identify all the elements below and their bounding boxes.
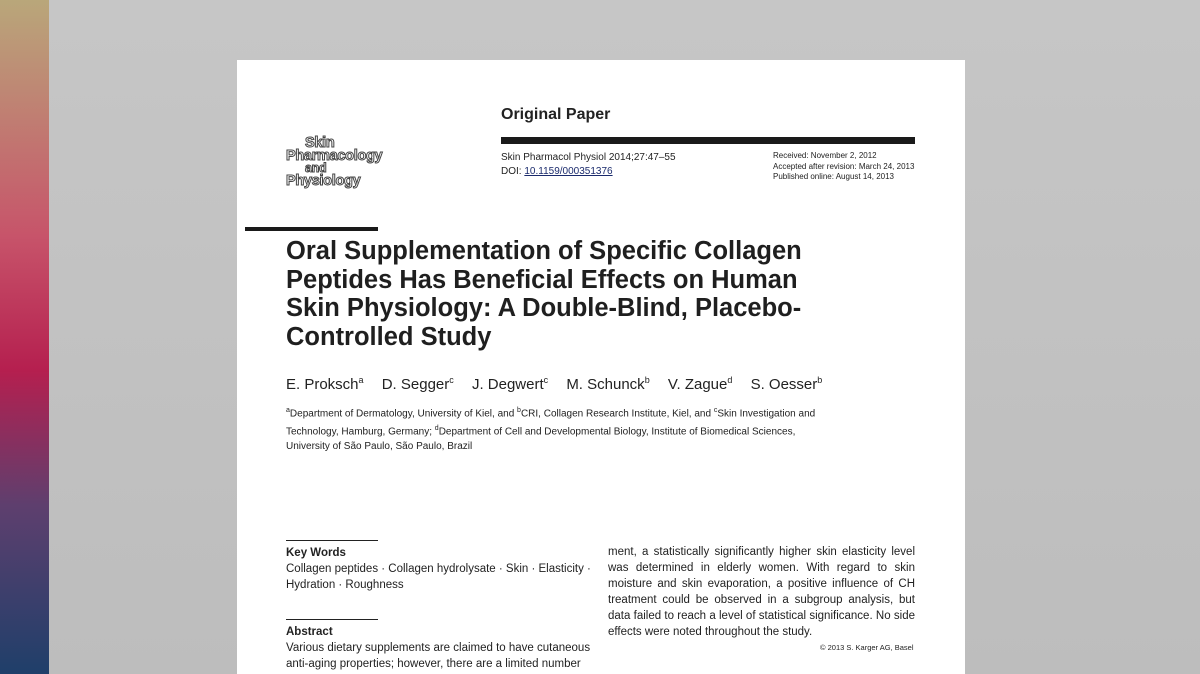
author-affiliation-mark: b [644, 375, 650, 385]
author [286, 376, 364, 393]
background-color-strip [0, 0, 49, 674]
publication-dates [773, 151, 914, 183]
author-affiliation-mark: a [358, 375, 364, 385]
author-list [286, 375, 836, 393]
abstract-block [286, 624, 596, 672]
author [751, 376, 823, 393]
abstract-continuation: ment, a statistically significantly higher skin elasticity level was determined in elderly women. With regard to skin moisture and skin evaporation, a positive influence of CH treatment could be observed in a subgroup analysis, but data failed to reach a level of statistical significance. No side effects were noted throughout the study. [608, 546, 915, 638]
author-name: E. Proksch [286, 376, 359, 393]
published-date: Published online: August 14, 2013 [773, 172, 894, 181]
affiliations [286, 404, 831, 454]
author-name: M. Schunck [566, 376, 645, 393]
article-title: Oral Supplementation of Specific Collagen Peptides Has Beneficial Effects on Human Skin Physiology: A Double-Blind, Placebo-Controlled Study [286, 237, 802, 351]
abstract-text: Various dietary supplements are claimed to have cutaneous anti-aging properties; however, there are a limited number [286, 642, 591, 670]
journal-citation: Skin Pharmacol Physiol 2014;27:47–55 [501, 152, 676, 163]
journal-logo [286, 137, 406, 187]
title-rule [245, 227, 378, 231]
author [382, 376, 454, 393]
author-name: S. Oesser [750, 376, 818, 393]
author-affiliation-mark: c [543, 375, 549, 385]
affiliation-mark: c [713, 407, 718, 414]
keywords-list: Collagen peptides · Collagen hydrolysate · Skin · Elasticity · Hydration · Roughness [286, 563, 591, 591]
affiliation-text: Department of Cell and Developmental Biology, Institute of Biomedical Sciences, University of São Paulo, São Paulo, Brazil [286, 426, 796, 452]
author-affiliation-mark: b [817, 375, 823, 385]
keywords-heading: Key Words [286, 547, 346, 559]
author-affiliation-mark: d [727, 375, 733, 385]
affiliation-text: Department of Dermatology, University of Kiel, and [289, 408, 518, 420]
author-name: V. Zague [667, 376, 728, 393]
affiliation-mark: b [517, 407, 521, 414]
journal-logo-line: Physiology [286, 172, 361, 189]
author-affiliation-mark: c [449, 375, 454, 385]
journal-logo-line: Skin [305, 135, 335, 151]
affiliation-mark: a [286, 407, 290, 414]
doi-label: DOI: [501, 166, 522, 177]
keywords-rule [286, 540, 378, 541]
doi-link[interactable]: 10.1159/000351376 [524, 166, 613, 177]
author-name: J. Degwert [471, 376, 544, 393]
journal-logo-line: Pharmacology [286, 147, 383, 164]
accepted-date: Accepted after revision: March 24, 2013 [773, 161, 915, 171]
doi-line [501, 165, 676, 179]
affiliation-mark: d [434, 424, 439, 432]
header-rule [501, 137, 915, 144]
paper-page [237, 60, 965, 674]
section-label: Original Paper [501, 106, 611, 123]
received-date: Received: November 2, 2012 [773, 151, 877, 160]
copyright-notice: © 2013 S. Karger AG, Basel [820, 643, 914, 652]
abstract-rule [286, 619, 378, 620]
affiliation-text: Skin Investigation and Technology, Hamburg, Germany; [286, 408, 816, 438]
keywords-block [286, 545, 596, 593]
author [472, 376, 548, 393]
author-name: D. Segger [381, 376, 450, 393]
journal-logo-line: and [305, 161, 327, 175]
citation-block [501, 151, 676, 179]
abstract-heading: Abstract [286, 626, 333, 638]
author [668, 376, 733, 393]
author [566, 376, 649, 393]
affiliation-text: CRI, Collagen Research Institute, Kiel, and [520, 408, 714, 420]
